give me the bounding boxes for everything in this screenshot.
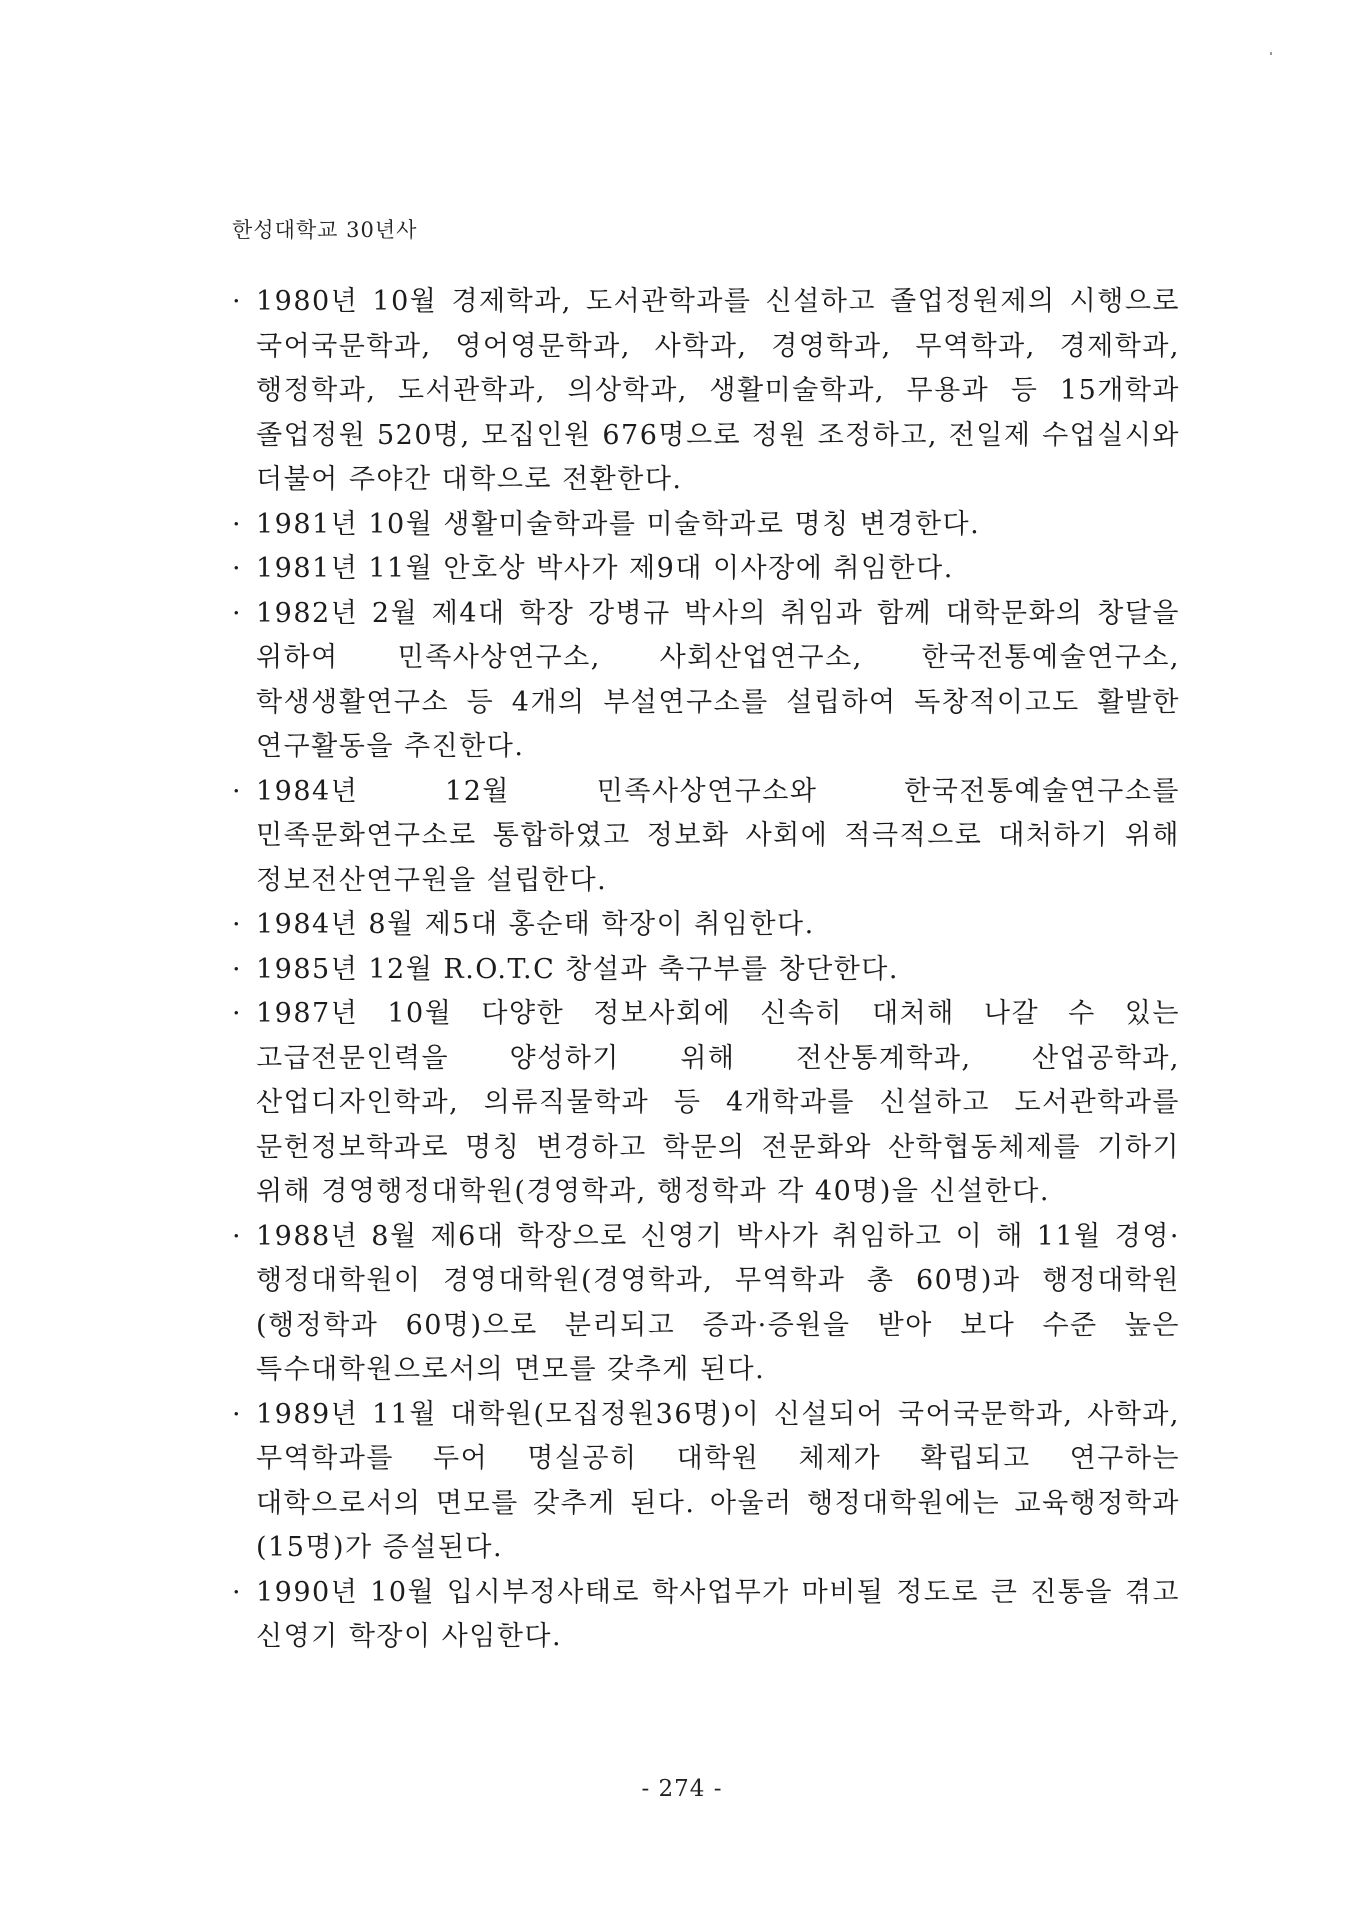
bullet-icon: ·	[232, 597, 243, 629]
list-item	[232, 948, 1180, 993]
list-item	[232, 770, 1180, 904]
chronology-list	[232, 280, 1180, 1660]
bullet-icon: ·	[232, 953, 243, 985]
page-number: - 274 -	[641, 1776, 723, 1802]
list-item	[232, 903, 1180, 948]
running-header: 한성대학교 30년사	[232, 218, 418, 242]
scan-speck	[1270, 52, 1272, 55]
entry-text: 1990년 10월 입시부정사태로 학사업무가 마비될 정도로 큰 진통을 겪고 신영기 학장이 사임한다.	[256, 1576, 1180, 1652]
bullet-icon: ·	[232, 1220, 243, 1252]
entry-text: 1982년 2월 제4대 학장 강병규 박사의 취임과 함께 대학문화의 창달을 위하여 민족사상연구소, 사회산업연구소, 한국전통예술연구소, 학생생활연구소 등 4개의 부설연구소를 설립하여 독창적이고도 활발한 연구활동을 추진한다.	[256, 597, 1180, 762]
entry-text: 1985년 12월 R.O.T.C 창설과 축구부를 창단한다.	[256, 953, 899, 985]
list-item	[232, 1571, 1180, 1660]
list-item	[232, 547, 1180, 592]
bullet-icon: ·	[232, 909, 243, 940]
bullet-icon: ·	[232, 1398, 243, 1430]
bullet-icon: ·	[232, 1576, 243, 1608]
list-item	[232, 280, 1180, 503]
list-item	[232, 1393, 1180, 1571]
entry-text: 1984년 8월 제5대 홍순태 학장이 취임한다.	[256, 909, 815, 940]
bullet-icon: ·	[232, 508, 243, 540]
entry-text: 1988년 8월 제6대 학장으로 신영기 박사가 취임하고 이 해 11월 경영·행정대학원이 경영대학원(경영학과, 무역학과 총 60명)과 행정대학원(행정학과 60명)으로 분리되고 증과·증원을 받아 보다 수준 높은 특수대학원으로서의 면모를 갖추게 된다.	[256, 1220, 1180, 1385]
entry-text: 1981년 10월 생활미술학과를 미술학과로 명칭 변경한다.	[256, 508, 981, 540]
entry-text: 1981년 11월 안호상 박사가 제9대 이사장에 취임한다.	[256, 553, 954, 584]
list-item	[232, 992, 1180, 1215]
bullet-icon: ·	[232, 998, 243, 1029]
list-item	[232, 503, 1180, 548]
entry-text: 1980년 10월 경제학과, 도서관학과를 신설하고 졸업정원제의 시행으로 국어국문학과, 영어영문학과, 사학과, 경영학과, 무역학과, 경제학과, 행정학과, 도서관학과, 의상학과, 생활미술학과, 무용과 등 15개학과 졸업정원 520명, 모집인원 676명으로 정원 조정하고, 전일제 수업실시와 더불어 주야간 대학으로 전환한다.	[256, 286, 1180, 495]
bullet-icon: ·	[232, 286, 243, 317]
bullet-icon: ·	[232, 775, 243, 807]
bullet-icon: ·	[232, 553, 243, 584]
list-item	[232, 1215, 1180, 1393]
list-item	[232, 592, 1180, 770]
entry-text: 1984년 12월 민족사상연구소와 한국전통예술연구소를 민족문화연구소로 통합하였고 정보화 사회에 적극적으로 대처하기 위해 정보전산연구원을 설립한다.	[256, 775, 1180, 896]
entry-text: 1989년 11월 대학원(모집정원36명)이 신설되어 국어국문학과, 사학과, 무역학과를 두어 명실공히 대학원 체제가 확립되고 연구하는 대학으로서의 면모를 갖추게 된다. 아울러 행정대학원에는 교육행정학과(15명)가 증설된다.	[256, 1398, 1180, 1563]
entry-text: 1987년 10월 다양한 정보사회에 신속히 대처해 나갈 수 있는 고급전문인력을 양성하기 위해 전산통계학과, 산업공학과, 산업디자인학과, 의류직물학과 등 4개학과를 신설하고 도서관학과를 문헌정보학과로 명칭 변경하고 학문의 전문화와 산학협동체제를 기하기 위해 경영행정대학원(경영학과, 행정학과 각 40명)을 신설한다.	[256, 998, 1180, 1207]
